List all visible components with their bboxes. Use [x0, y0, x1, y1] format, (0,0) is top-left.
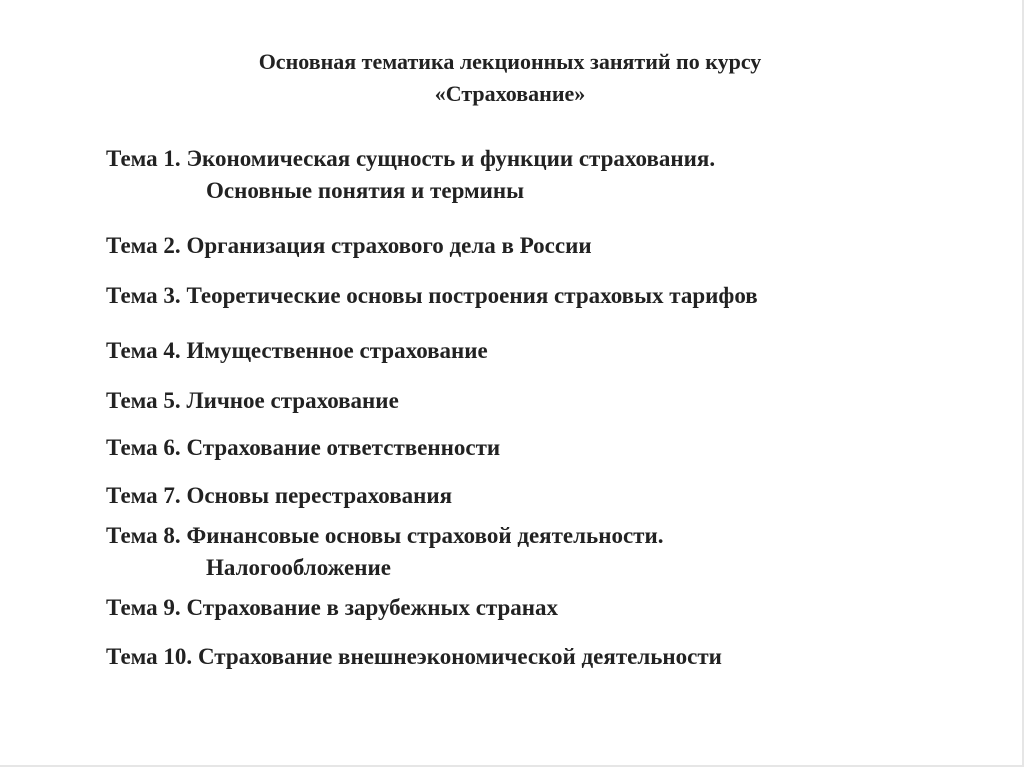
topic-number: Тема 9.: [106, 595, 181, 620]
topic-1: [106, 143, 966, 207]
topic-number: Тема 1.: [106, 146, 181, 171]
topic-number: Тема 2.: [106, 233, 181, 258]
topic-2: [106, 230, 966, 262]
topic-text: Основы перестрахования: [186, 483, 453, 508]
topic-number: Тема 6.: [106, 435, 181, 460]
slide-title-line-1: Основная тематика лекционных занятий по курсу: [258, 49, 762, 74]
topic-continuation: Налогообложение: [206, 555, 391, 580]
topic-text: Финансовые основы страховой деятельности.: [186, 523, 664, 548]
topic-number: Тема 5.: [106, 388, 181, 413]
slide-title-line-2: «Страхование»: [434, 81, 586, 106]
topic-number: Тема 4.: [106, 338, 181, 363]
topic-10: [106, 641, 966, 673]
topic-text: Страхование в зарубежных странах: [186, 595, 559, 620]
topic-number: Тема 7.: [106, 483, 181, 508]
topic-number: Тема 3.: [106, 283, 181, 308]
topic-text: Личное страхование: [186, 388, 399, 413]
topic-text: Теоретические основы построения страховых тарифов: [186, 283, 758, 308]
topic-5: [106, 385, 966, 417]
topic-6: [106, 432, 966, 464]
topic-continuation: Основные понятия и термины: [206, 178, 525, 203]
topic-3: [106, 280, 966, 312]
topic-number: Тема 10.: [106, 644, 193, 669]
topic-8: [106, 520, 966, 584]
topic-4: [106, 335, 966, 367]
slide-title: [200, 46, 820, 110]
topic-number: Тема 8.: [106, 523, 181, 548]
topic-text: Организация страхового дела в России: [186, 233, 592, 258]
topic-text: Имущественное страхование: [186, 338, 488, 363]
topic-text: Страхование ответственности: [186, 435, 501, 460]
topic-7: [106, 480, 966, 512]
topic-9: [106, 592, 966, 624]
topic-text: Страхование внешнеэкономической деятельности: [197, 644, 722, 669]
topic-text: Экономическая сущность и функции страхования.: [186, 146, 716, 171]
